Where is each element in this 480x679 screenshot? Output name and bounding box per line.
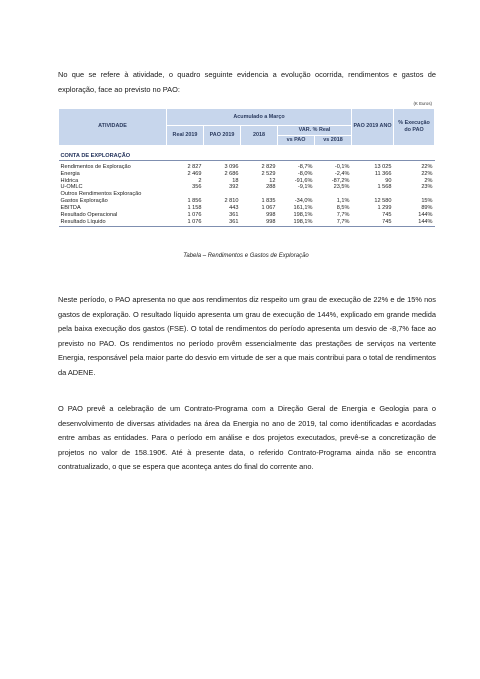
cell-real: 2 827 <box>187 163 202 170</box>
cell-pao: 443 <box>229 205 239 212</box>
unit-note: (K Euros) <box>413 101 432 106</box>
cell-2018: 1 067 <box>261 205 276 212</box>
cell-pao-year: 90 <box>385 177 392 184</box>
table-row <box>59 178 435 185</box>
cell-pao: 18 <box>232 177 239 184</box>
cell-exec: 2% <box>424 177 433 184</box>
row-label: Resultado Líquido <box>59 219 167 226</box>
row-label: Rendimentos de Exploração <box>60 163 131 170</box>
cell-exec: 22% <box>421 163 433 170</box>
cell-2018: 288 <box>266 184 276 191</box>
cell-pao-year: 745 <box>352 219 394 226</box>
cell-pao-year: 1 299 <box>377 205 392 212</box>
header-real-2019: Real 2019 <box>167 126 204 146</box>
cell-pao: 3 096 <box>224 163 239 170</box>
body-paragraph-2: O PAO prevê a celebração de um Contrato-Programa com a Direção Geral de Energia e Geologia para o desenvolvimento de diversas atividades na área da Energia no ano de 2019, tal como identificadas e acordadas entre ambas as entidades. Para o período em análise e dos projetos executados, prevê-se a concretização de projetos no valor de 158.190€. Até à presente data, o referido Contrato-Programa ainda não se encontra contratualizado, o que se espera que aconteça antes do final do corrente ano. <box>58 404 436 472</box>
cell-pao: 392 <box>229 184 239 191</box>
cell-pao-year: 12 580 <box>374 198 392 205</box>
table-row <box>59 164 435 171</box>
cell-2018: 12 <box>269 177 276 184</box>
cell-pao: 2 810 <box>224 198 239 205</box>
results-table <box>58 108 435 227</box>
cell-exec: 23% <box>421 184 433 191</box>
cell-real: 2 <box>198 177 202 184</box>
header-var-real: VAR. % Real <box>278 126 352 136</box>
cell-vs-2018: 7,7% <box>315 219 352 226</box>
cell-exec: 144% <box>418 212 433 219</box>
cell-vs-2018 <box>315 191 352 198</box>
row-label: Energia <box>60 170 80 177</box>
row-label: EBITDA <box>60 205 81 212</box>
cell-2018: 2 529 <box>261 170 276 177</box>
cell-vs-pao: -34,0% <box>294 198 313 205</box>
header-2018: 2018 <box>241 126 278 146</box>
cell-pao: 2 686 <box>224 170 239 177</box>
cell-pao-year: 1 568 <box>377 184 392 191</box>
intro-paragraph: No que se refere à atividade, o quadro seguinte evidencia a evolução ocorrida, rendimentos e gastos de exploração, face ao previsto no PAO: <box>58 70 436 94</box>
body-paragraph-1: Neste período, o PAO apresenta no que aos rendimentos diz respeito um grau de execução de 22% e de 15% nos gastos de exploração. O resultado líquido apresenta um grau de execução de 144%, explicado em grande medida pela baixa execução dos gastos (FSE). O total de rendimentos do período apresenta um desvio de -8,7% face ao previsto no PAO. Os rendimentos no período provêm essencialmente das prestações de serviços na vertente Energia, responsável pela maior parte do desvio em virtude de ser a que mais contribui para o total de rendimentos da ADENE. <box>58 295 436 377</box>
cell-pao-year: 11 366 <box>374 170 392 177</box>
cell-vs-pao <box>278 191 315 198</box>
cell-vs-2018: -87,2% <box>331 177 350 184</box>
row-label: Hídrica <box>60 177 79 184</box>
cell-pao-year: 745 <box>382 212 392 219</box>
cell-exec: 89% <box>421 205 433 212</box>
cell-real: 1 076 <box>167 219 204 226</box>
row-label: Gastos Exploração <box>60 198 108 205</box>
cell-vs-pao: 198,1% <box>293 212 313 219</box>
cell-vs-pao: -8,7% <box>297 163 313 170</box>
cell-2018: 998 <box>241 219 278 226</box>
cell-vs-2018: 1,1% <box>336 198 350 205</box>
cell-vs-pao: -9,1% <box>297 184 313 191</box>
cell-vs-pao: 198,1% <box>278 219 315 226</box>
section-title: CONTA DE EXPLORAÇÃO <box>59 153 167 160</box>
cell-2018 <box>241 191 278 198</box>
cell-vs-2018: 8,5% <box>336 205 350 212</box>
cell-vs-pao: 161,1% <box>293 205 313 212</box>
cell-exec: 22% <box>421 170 433 177</box>
cell-pao: 361 <box>229 212 239 219</box>
cell-real: 1 158 <box>187 205 202 212</box>
row-label: U-OMLC <box>60 184 83 191</box>
cell-pao-year <box>352 191 394 198</box>
header-activity: ATIVIDADE <box>59 109 167 146</box>
cell-pao-year: 13 025 <box>374 163 392 170</box>
cell-pao: 361 <box>204 219 241 226</box>
header-accumulated: Acumulado a Março <box>167 109 352 126</box>
cell-real: 1 076 <box>187 212 202 219</box>
section-row <box>59 153 435 160</box>
row-label: Resultado Operacional <box>60 212 118 219</box>
cell-vs-pao: -91,6% <box>294 177 313 184</box>
header-vs-pao: vs PAO <box>278 135 315 145</box>
header-vs-2018: vs 2018 <box>315 135 352 145</box>
header-execution: % Execução do PAO <box>394 109 435 146</box>
cell-real: 2 469 <box>187 170 202 177</box>
table-row <box>59 212 435 219</box>
cell-vs-pao: -8,0% <box>297 170 313 177</box>
table-row <box>59 171 435 178</box>
header-pao-2019: PAO 2019 <box>204 126 241 146</box>
table-row <box>59 205 435 212</box>
cell-exec <box>394 191 435 198</box>
cell-pao <box>204 191 241 198</box>
cell-exec: 144% <box>394 219 435 226</box>
table-row <box>59 219 435 226</box>
cell-real: 356 <box>192 184 202 191</box>
table-row <box>59 198 435 205</box>
cell-vs-2018: -2,4% <box>334 170 350 177</box>
cell-vs-2018: 7,7% <box>336 212 350 219</box>
cell-vs-2018: 23,5% <box>333 184 350 191</box>
row-label: Outros Rendimentos Exploração <box>60 191 142 198</box>
table-caption: Tabela – Rendimentos e Gastos de Exploração <box>183 253 309 259</box>
cell-real: 1 856 <box>187 198 202 205</box>
cell-exec: 15% <box>421 198 433 205</box>
header-pao-year: PAO 2019 ANO <box>352 109 394 146</box>
table-row <box>59 184 435 191</box>
cell-2018: 2 829 <box>261 163 276 170</box>
cell-2018: 1 835 <box>261 198 276 205</box>
table-row <box>59 191 435 198</box>
cell-2018: 998 <box>266 212 276 219</box>
cell-vs-2018: -0,1% <box>334 163 350 170</box>
cell-real <box>167 191 204 198</box>
